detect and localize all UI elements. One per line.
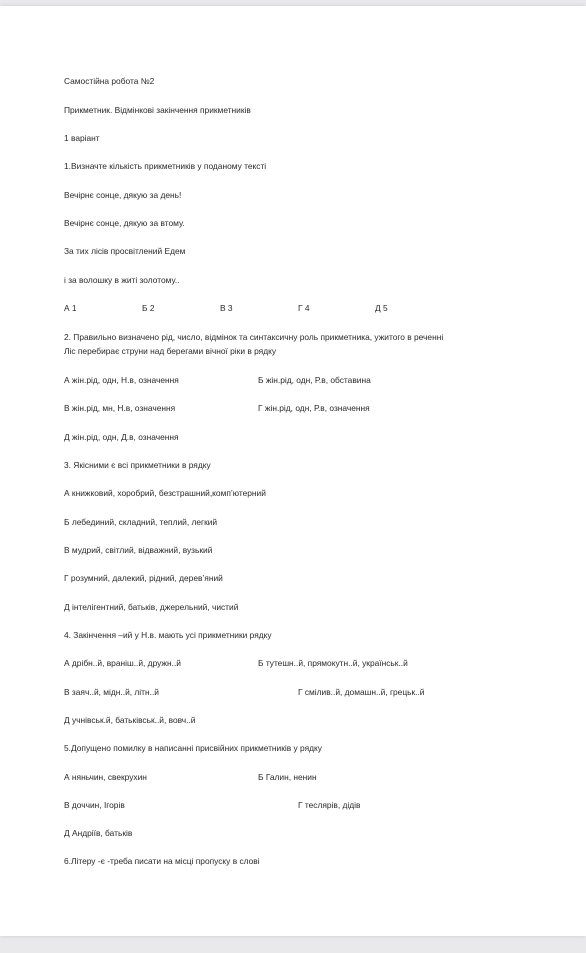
q5-option-d: Д Андріїв, батьків [64, 828, 133, 838]
doc-subtitle: Прикметник. Відмінкові закінчення прикметників [64, 105, 251, 115]
q5-option-a: А няньчин, свекрухин [64, 772, 147, 782]
document-page [0, 6, 586, 936]
q4-option-d: Д учнівськ.й, батьківськ..й, вовч..й [64, 715, 196, 725]
q4-option-g: Г смілив..й, домашн..й, грецьк..й [298, 687, 425, 697]
q3-option-g: Г розумний, далекий, рідний, дерев’яний [64, 573, 223, 583]
q3-option-d: Д інтелігентний, батьків, джерельний, чистий [64, 602, 239, 612]
poem-line: Вечірнє сонце, дякую за втому. [64, 218, 185, 228]
q6-prompt: 6.Літеру -є -треба писати на місці пропуску в слові [64, 856, 260, 866]
variant-label: 1 варіант [64, 133, 100, 143]
q4-option-v: В заяч..й, мідн..й, літн..й [64, 687, 159, 697]
q2-option-d: Д жін.рід, одн, Д.в, означення [64, 432, 179, 442]
q3-option-v: В мудрий, світлий, відважний, вузький [64, 545, 213, 555]
q1-prompt: 1.Визначте кількість прикметників у поданому тексті [64, 161, 267, 171]
q4-option-b: Б тутешн..й, прямокутн..й, українськ..й [258, 658, 408, 668]
q1-option-b: Б 2 [142, 303, 155, 313]
q1-option-d: Д 5 [375, 303, 388, 313]
q5-option-g: Г теслярів, дідів [298, 800, 361, 810]
q2-option-v: В жін.рід, мн, Н.в, означення [64, 403, 176, 413]
poem-line: За тих лісів просвітлений Едем [64, 246, 186, 256]
poem-line: і за волошку в житі золотому.. [64, 275, 180, 285]
q4-prompt: 4. Закінчення –ий у Н.в. мають усі прикметники рядку [64, 630, 272, 640]
doc-title: Самостійна робота №2 [64, 76, 155, 86]
q1-option-v: В 3 [220, 303, 233, 313]
q3-option-a: А книжковий, хоробрий, безстрашний,комп’ютерний [64, 488, 266, 498]
q2-option-a: А жін.рід, одн, Н.в, означення [64, 375, 179, 385]
q5-option-v: В доччин, Ігорів [64, 800, 125, 810]
q2-option-g: Г жін.рід, одн, Р.в, означення [258, 403, 370, 413]
q2-option-b: Б жін.рід, одн, Р.в, обставина [258, 375, 371, 385]
q4-option-a: А дрібн..й, враніш..й, дружн..й [64, 658, 181, 668]
q1-option-g: Г 4 [298, 303, 310, 313]
q5-prompt: 5.Допущено помилку в написанні присвійних прикметників у рядку [64, 743, 322, 753]
poem-line: Вечірнє сонце, дякую за день! [64, 190, 182, 200]
q3-option-b: Б лебединий, складний, теплий, легкий [64, 517, 218, 527]
q2-prompt-line1: 2. Правильно визначено рід, число, відмінок та синтаксичну роль прикметника, ужитого в реченні [64, 332, 444, 342]
q3-prompt: 3. Якісними є всі прикметники в рядку [64, 460, 211, 470]
q5-option-b: Б Галин, ненин [258, 772, 317, 782]
q2-prompt-line2: Ліс перебирає струни над берегами вічної ріки в рядку [64, 346, 277, 356]
q1-option-a: А 1 [64, 303, 77, 313]
